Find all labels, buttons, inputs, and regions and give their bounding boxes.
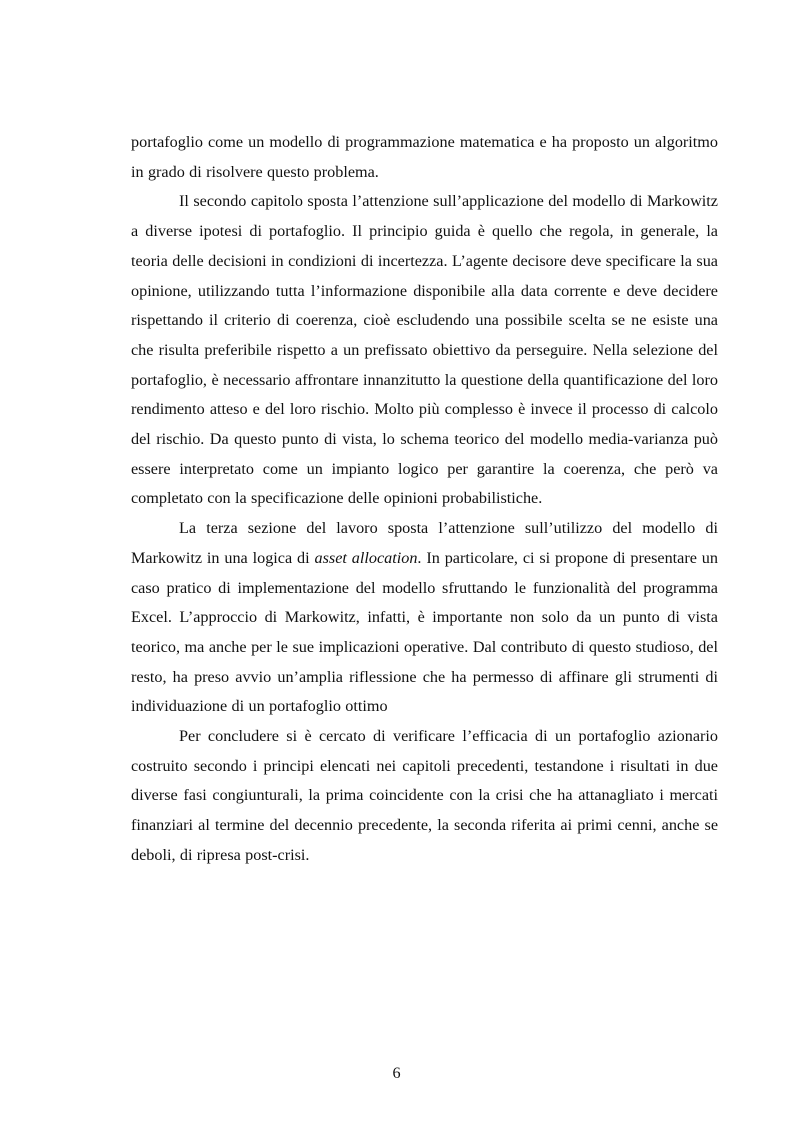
paragraph-third-section-text-before: La terza sezione del lavoro sposta l’attenzione sull’utilizzo del modello di Markowitz in una logica di bbox=[131, 519, 718, 567]
page-body bbox=[131, 128, 718, 871]
asset-allocation-emphasis: asset allocation bbox=[314, 548, 418, 567]
paragraph-continuation: portafoglio come un modello di programmazione matematica e ha proposto un algoritmo in grado di risolvere questo problema. bbox=[131, 133, 718, 181]
paragraph-second-chapter: Il secondo capitolo sposta l’attenzione sull’applicazione del modello di Markowitz a diverse ipotesi di portafoglio. Il principio guida è quello che regola, in generale, la teoria delle decisioni in condizioni di incertezza. L’agente decisore deve specificare la sua opinione, utilizzando tutta l’informazione disponibile alla data corrente e deve decidere rispettando il criterio di coerenza, cioè escludendo una possibile scelta se ne esiste una che risulta preferibile rispetto a un prefissato obiettivo da perseguire. Nella selezione del portafoglio, è necessario affrontare innanzitutto la questione della quantificazione del loro rendimento atteso e del loro rischio. Molto più complesso è invece il processo di calcolo del rischio. Da questo punto di vista, lo schema teorico del modello media-varianza può essere interpretato come un impianto logico per garantire la coerenza, che però va completato con la specificazione delle opinioni probabilistiche. bbox=[131, 192, 718, 508]
paragraph-conclusion: Per concludere si è cercato di verificare l’efficacia di un portafoglio azionario costruito secondo i principi elencati nei capitoli precedenti, testandone i risultati in due diverse fasi congiunturali, la prima coincidente con la crisi che ha attanagliato i mercati finanziari al termine del decennio precedente, la seconda riferita ai primi cenni, anche se deboli, di ripresa post-crisi. bbox=[131, 727, 718, 864]
paragraph-third-section-text-after: . In particolare, ci si propone di presentare un caso pratico di implementazione del modello sfruttando le funzionalità del programma Excel. L’approccio di Markowitz, infatti, è importante non solo da un punto di vista teorico, ma anche per le sue implicazioni operative. Dal contributo di questo studioso, del resto, ha preso avvio un’amplia riflessione che ha permesso di affinare gli strumenti di individuazione di un portafoglio ottimo bbox=[131, 548, 718, 716]
page-number: 6 bbox=[392, 1064, 401, 1082]
paragraph-third-section bbox=[131, 514, 718, 722]
